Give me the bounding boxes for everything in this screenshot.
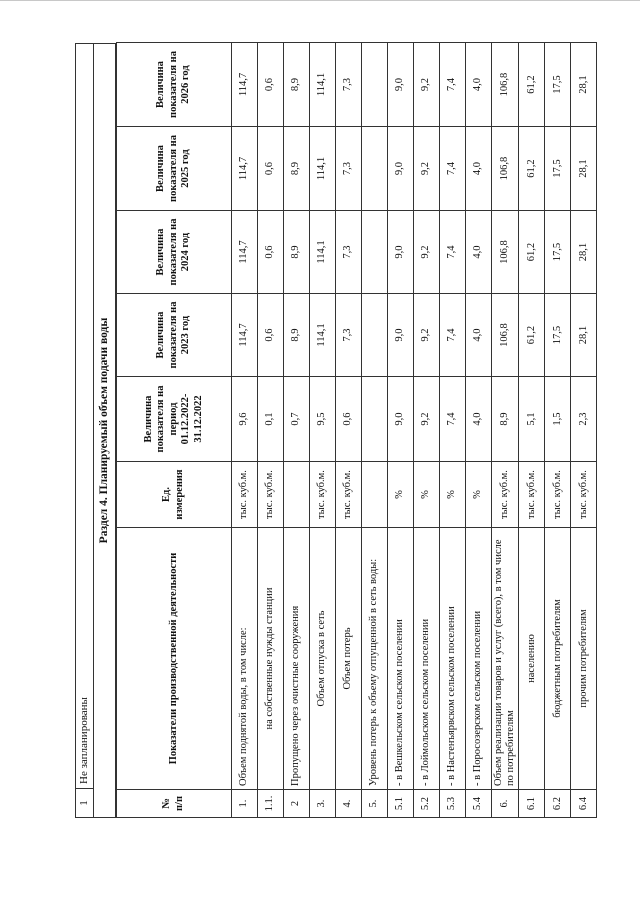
row-value-2025: 61,2 <box>519 127 545 211</box>
header-number: № п/п <box>117 790 232 818</box>
row-number: 1.1. <box>258 790 284 818</box>
row-value-2025: 9,0 <box>388 127 414 211</box>
row-indicator: - в Лоймольском сельском поселении <box>414 528 440 790</box>
row-value-2022: 9,5 <box>310 377 336 462</box>
row-value-2026: 17,5 <box>545 43 571 127</box>
row-value-2023: 9,0 <box>388 294 414 377</box>
row-number: 5. <box>362 790 388 818</box>
row-value-2024: 7,3 <box>336 211 362 294</box>
row-unit: тыс. куб.м. <box>492 462 519 528</box>
row-unit: % <box>466 462 492 528</box>
row-value-2025: 0,6 <box>258 127 284 211</box>
row-value-2024: 8,9 <box>284 211 310 294</box>
row-value-2026: 9,2 <box>414 43 440 127</box>
row-value-2026: 114,1 <box>310 43 336 127</box>
row-value-2023: 8,9 <box>284 294 310 377</box>
row-indicator: Объем отпуска в сеть <box>310 528 336 790</box>
previous-section-row <box>75 43 93 818</box>
header-indicator: Показатели производственной деятельности <box>117 528 232 790</box>
table-row <box>466 43 492 818</box>
row-number: 3. <box>310 790 336 818</box>
row-value-2024: 9,2 <box>414 211 440 294</box>
table-row <box>284 43 310 818</box>
row-value-2025: 7,4 <box>440 127 466 211</box>
row-value-2022: 4,0 <box>466 377 492 462</box>
row-value-2025: 106,8 <box>492 127 519 211</box>
row-value-2025: 28,1 <box>571 127 597 211</box>
row-value-2023: 17,5 <box>545 294 571 377</box>
row-unit: тыс. куб.м. <box>519 462 545 528</box>
row-value-2024: 28,1 <box>571 211 597 294</box>
header-2026: Величина показателя на 2026 год <box>117 43 232 127</box>
row-value-2023: 4,0 <box>466 294 492 377</box>
row-number: 4. <box>336 790 362 818</box>
row-value-2024: 114,7 <box>232 211 258 294</box>
row-indicator: - в Вешкельском сельском поселении <box>388 528 414 790</box>
row-value-2026: 7,3 <box>336 43 362 127</box>
row-indicator: населению <box>519 528 545 790</box>
row-unit: тыс. куб.м. <box>336 462 362 528</box>
row-unit <box>284 462 310 528</box>
row-value-2024: 114,1 <box>310 211 336 294</box>
row-indicator: Пропущено через очистные сооружения <box>284 528 310 790</box>
row-value-2025: 8,9 <box>284 127 310 211</box>
row-unit: % <box>414 462 440 528</box>
row-number: 5.1 <box>388 790 414 818</box>
row-unit: тыс. куб.м. <box>258 462 284 528</box>
row-value-2024: 7,4 <box>440 211 466 294</box>
row-value-2024: 9,0 <box>388 211 414 294</box>
row-indicator: бюджетным потребителям <box>545 528 571 790</box>
table-row <box>571 43 597 818</box>
row-indicator: прочим потребителям <box>571 528 597 790</box>
row-value-2023 <box>362 294 388 377</box>
row-value-2024: 106,8 <box>492 211 519 294</box>
row-value-2022 <box>362 377 388 462</box>
row-value-2022: 5,1 <box>519 377 545 462</box>
row-value-2026: 7,4 <box>440 43 466 127</box>
row-unit: тыс. куб.м. <box>545 462 571 528</box>
row-value-2026: 61,2 <box>519 43 545 127</box>
row-value-2022: 9,0 <box>388 377 414 462</box>
header-2023: Величина показателя на 2023 год <box>117 294 232 377</box>
row-value-2026: 114,7 <box>232 43 258 127</box>
row-value-2022: 8,9 <box>492 377 519 462</box>
row-indicator: Объем потерь <box>336 528 362 790</box>
table-row <box>336 43 362 818</box>
row-value-2025: 114,7 <box>232 127 258 211</box>
table-row <box>519 43 545 818</box>
row-value-2022: 9,2 <box>414 377 440 462</box>
row-value-2026: 106,8 <box>492 43 519 127</box>
row-value-2025 <box>362 127 388 211</box>
row-value-2025: 17,5 <box>545 127 571 211</box>
row-value-2025: 9,2 <box>414 127 440 211</box>
row-value-2024: 0,6 <box>258 211 284 294</box>
table-row <box>258 43 284 818</box>
row-unit: % <box>388 462 414 528</box>
row-value-2024 <box>362 211 388 294</box>
table-row <box>545 43 571 818</box>
row-value-2023: 0,6 <box>258 294 284 377</box>
row-value-2024: 61,2 <box>519 211 545 294</box>
row-value-2026 <box>362 43 388 127</box>
row-number: 6.1 <box>519 790 545 818</box>
row-value-2022: 0,6 <box>336 377 362 462</box>
previous-row-number: 1 <box>76 788 93 817</box>
row-unit: тыс. куб.м. <box>571 462 597 528</box>
row-value-2024: 17,5 <box>545 211 571 294</box>
row-value-2026: 9,0 <box>388 43 414 127</box>
table-row <box>440 43 466 818</box>
header-period-2022: Величина показателя на период 01.12.2022-31.12.2022 <box>117 377 232 462</box>
section-title: Раздел 4. Планируемый объем подачи воды <box>93 43 116 818</box>
header-unit: Ед. измерения <box>117 462 232 528</box>
row-unit: % <box>440 462 466 528</box>
row-indicator: - в Поросозерском сельском поселении <box>466 528 492 790</box>
row-value-2022: 9,6 <box>232 377 258 462</box>
row-value-2023: 61,2 <box>519 294 545 377</box>
header-2024: Величина показателя на 2024 год <box>117 211 232 294</box>
row-number: 5.3 <box>440 790 466 818</box>
row-value-2026: 8,9 <box>284 43 310 127</box>
row-number: 6.2 <box>545 790 571 818</box>
row-value-2025: 114,1 <box>310 127 336 211</box>
previous-row-text: Не запланированы <box>78 697 90 784</box>
row-value-2023: 9,2 <box>414 294 440 377</box>
water-supply-table <box>116 42 597 818</box>
row-unit <box>362 462 388 528</box>
table-row <box>492 43 519 818</box>
row-value-2023: 114,7 <box>232 294 258 377</box>
row-unit: тыс. куб.м. <box>232 462 258 528</box>
table-row <box>232 43 258 818</box>
row-value-2025: 4,0 <box>466 127 492 211</box>
row-value-2026: 0,6 <box>258 43 284 127</box>
row-value-2022: 1,5 <box>545 377 571 462</box>
table-row <box>388 43 414 818</box>
header-2025: Величина показателя на 2025 год <box>117 127 232 211</box>
row-indicator: на собственные нужды станции <box>258 528 284 790</box>
row-number: 2 <box>284 790 310 818</box>
row-value-2023: 106,8 <box>492 294 519 377</box>
row-value-2023: 7,3 <box>336 294 362 377</box>
row-value-2024: 4,0 <box>466 211 492 294</box>
row-number: 6.4 <box>571 790 597 818</box>
row-value-2023: 28,1 <box>571 294 597 377</box>
page-top-rule <box>0 0 640 1</box>
table-row <box>310 43 336 818</box>
row-number: 6. <box>492 790 519 818</box>
rotated-document-page <box>75 43 613 818</box>
table-row <box>362 43 388 818</box>
row-value-2023: 7,4 <box>440 294 466 377</box>
row-value-2023: 114,1 <box>310 294 336 377</box>
row-unit: тыс. куб.м. <box>310 462 336 528</box>
row-number: 1. <box>232 790 258 818</box>
row-indicator: Уровень потерь к объему отпущенной в сеть воды: <box>362 528 388 790</box>
row-number: 5.2 <box>414 790 440 818</box>
row-value-2022: 7,4 <box>440 377 466 462</box>
table-row <box>414 43 440 818</box>
row-indicator: Объем реализации товаров и услуг (всего), в том числе по потребителям <box>492 528 519 790</box>
row-value-2022: 2,3 <box>571 377 597 462</box>
row-value-2026: 28,1 <box>571 43 597 127</box>
row-number: 5.4 <box>466 790 492 818</box>
row-value-2025: 7,3 <box>336 127 362 211</box>
row-indicator: Объем поднятой воды, в том числе: <box>232 528 258 790</box>
row-indicator: - в Настенъярвском сельском поселении <box>440 528 466 790</box>
row-value-2026: 4,0 <box>466 43 492 127</box>
row-value-2022: 0,1 <box>258 377 284 462</box>
row-value-2022: 0,7 <box>284 377 310 462</box>
table-header-row <box>117 43 232 818</box>
